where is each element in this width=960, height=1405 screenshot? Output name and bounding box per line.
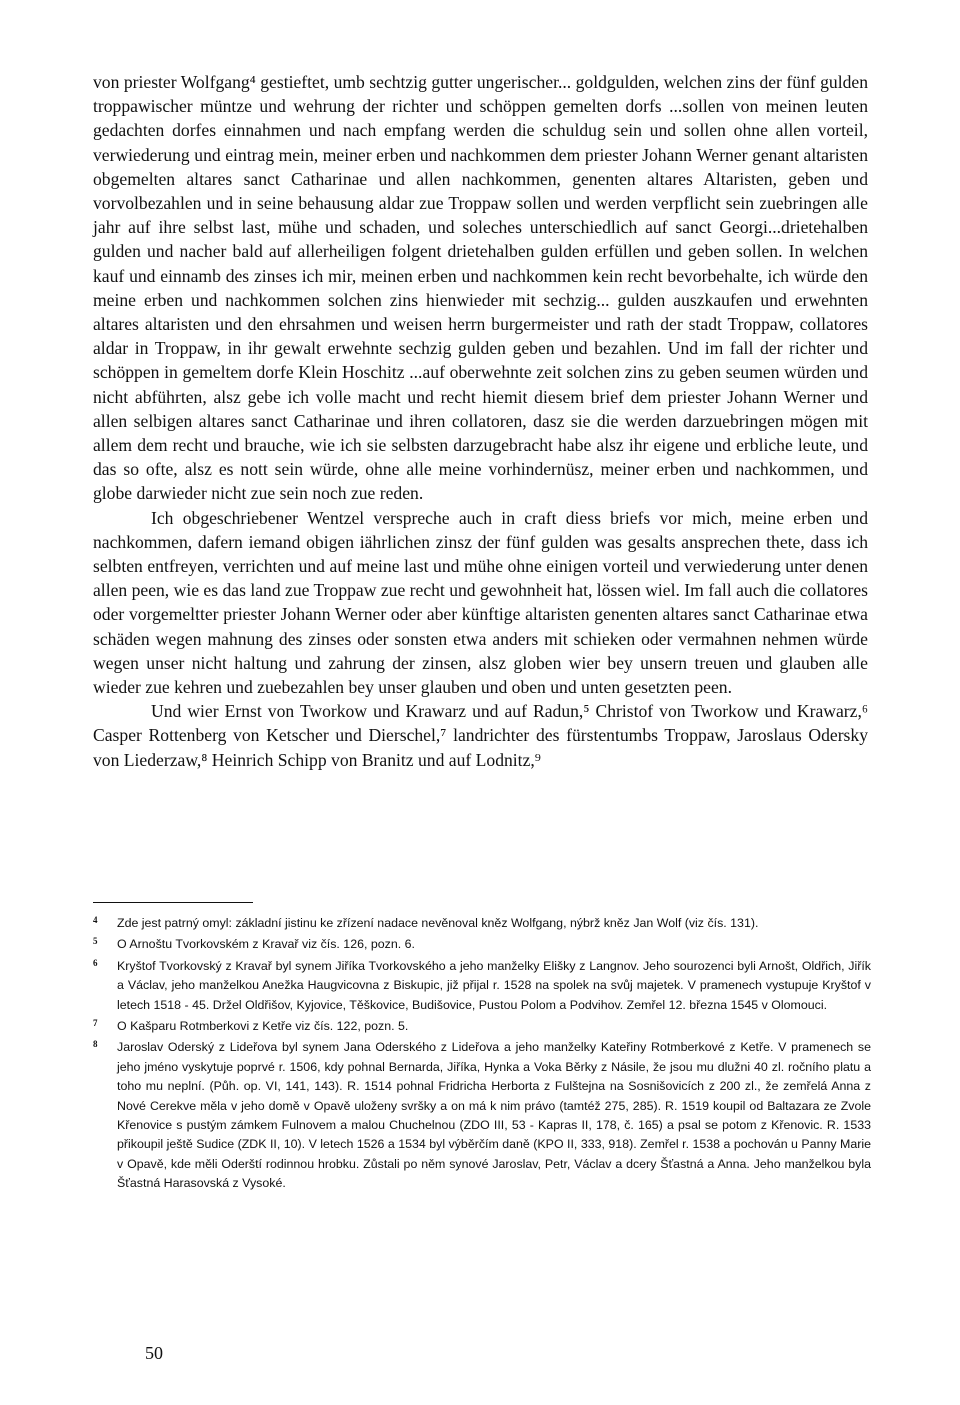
footnote-number: 5 bbox=[93, 936, 98, 947]
footnote-text: O Arnoštu Tvorkovském z Kravař viz čís. 126, pozn. 6. bbox=[117, 937, 415, 952]
footnote bbox=[93, 1038, 871, 1193]
footnote-number: 7 bbox=[93, 1018, 98, 1029]
paragraph-2: Ich obgeschriebener Wentzel verspreche auch in craft diess briefs vor mich, meine erben und nachkommen, dafern iemand obigen iährlichen zinsz der fünf gulden was gesalts ansprechen thete, dass ich selbten entfreyen, verrichten und auf meine last und mühe ohne einigen vorteil und verwiederung unter denen allen peen, wie es das land zue Troppaw zue recht und gewohnheit hat, lössen wiel. Im fall auch die collatores oder vorgemeltter priester Johann Werner oder aber künftige altaristen genenten altares sanct Catharinae etwa schäden wegen mahnung des zinses oder sonsten etwa anders mit schieken oder vermahnen nehmen würde wegen unser nicht haltung und zahrung der zinsen, alsz globen wier bey unsern treuen und glauben alle wieder zue kehren und zuebezahlen bey unser glauben und oben und unten gesetzten peen. bbox=[93, 507, 868, 698]
main-text bbox=[93, 70, 868, 772]
footnote-number: 8 bbox=[93, 1039, 98, 1050]
paragraph-3: Und wier Ernst von Tworkow und Krawarz und auf Radun,⁵ Christof von Tworkow und Krawarz,⁶ Casper Rottenberg von Ketscher und Dierschel,⁷ landrichter des fürstentumbs Troppaw, Jaroslaus Odersky von Liederzaw,⁸ Heinrich Schipp von Branitz und auf Lodnitz,⁹ bbox=[93, 701, 868, 770]
footnote bbox=[93, 914, 871, 933]
footnote-text: Kryštof Tvorkovský z Kravař byl synem Jiříka Tvorkovského a jeho manželky Elišky z Langnov. Jeho sourozenci byli Arnošt, Oldřich, Jiřík a Václav, jeho manželkou Anežka Haugvicovna z Biskupic, již přijal r. 1528 na spolek na svůj majetek. V pramenech vystupuje Kryštof v letech 1518 - 45. Držel Oldřišov, Kyjovice, Těškovice, Budišovice, Pustou Polom a Podvihov. Zemřel 12. března 1545 v Olomouci. bbox=[117, 958, 871, 1012]
footnote bbox=[93, 935, 871, 954]
paragraph-1: von priester Wolfgang⁴ gestieftet, umb sechtzig gutter ungerischer... goldgulden, welchen zins der fünf gulden troppawischer müntze und wehrung der richter und schöppen gemelten dorfs ...sollen von meinen leuten gedachten dorfes einnahmen und nach empfang werden die schuldug sein und sollen ohne allen vorteil, verwiederung und eintrag mein, meiner erben und nachkommen dem priester Johann Werner genant altaristen obgemelten altares sanct Catharinae und allen nachkommen, genenten altares Altaristen, geben und vorvolbezahlen und in seine behausung aldar zue Troppaw sollen und werden verpflicht sein zuebringen alle jahr auf ihre selbst last, mühe und schaden, und soleches unterschiedlich auf sanct Georgi...drietehalben gulden und nacher bald auf allerheiligen folgent drietehalben gulden erfüllen und geben sollen. In welchen kauf und einnamb des zinses ich mir, meinen erben und nachkommen kein recht bevorbehalte, ich würde den meine erben und nachkommen solchen zins hienwieder mit sechzig... gulden auszkaufen und erwehnten altares altaristen und den ehrsahmen und weisen herrn burgermeister und rath der stadt Troppaw, collatores aldar in Troppaw, in ihr gewalt erwehnte sechzig gulden geben und bezahlen. Und im fall der richter und schöppen in gemeltem dorfe Klein Hoschitz ...auf oberwehnte zeit solchen zins zu geben seumen würden und nicht abführten, alsz gebe ich volle macht und recht hiemit diesem brief dem priester Johann Werner und allen selbigen altares sanct Catharinae und ihren collatoren, dasz sie die werden darzuebringen mögen mit allem dem recht und brauche, wie ich sie selbsten darzugebracht habe alsz ihr eigene und erbliche leute, und das so ofte, alsz es nott sein würde, ohne alle meine vorhindernüsz, meiner erben und nachkommen, und globe darwieder nicht zue sein noch zue reden. bbox=[93, 72, 868, 504]
footnote bbox=[93, 957, 871, 1015]
page-number: 50 bbox=[145, 1343, 163, 1363]
footnote-text: Jaroslav Oderský z Lideřova byl synem Jana Oderského z Lideřova a jeho manželky Kateřiny Rotmberkové z Ketře. V pramenech se jeho jméno vyskytuje poprvé r. 1506, kdy pohnal Bernarda, Jiříka, Hynka a Voka Běrky z Násile, že jsou mu dlužni 40 zl. ročního platu a toho mu neplní. (Půh. op. VI, 141, 143). R. 1514 pohnal Fridricha Herborta z Fulštejna na Sosnišovicích z 200 zl., že zemřelá Anna z Nové Cerekve měla v jeho domě v Opavě uloženy svršky a on má k nim právo (tamtéž 275, 285). R. 1519 koupil od Baltazara ze Zvole Křenovice s pustým zámkem Fulnovem a malou Chuchelnou (ZDO III, 53 - Kapras II, 178, č. 165) a psal se potom z Křenovic. R. 1533 přikoupil ještě Sudice (ZDK II, 10). V letech 1526 a 1534 byl výběrčím daně (KPO II, 333, 918). Zemřel r. 1538 a pochován u Panny Marie v Opavě, kde měli Oderští rodinnou hrobku. Zůstali po něm synové Jaroslav, Petr, Václav a dcery Šťastná a Anna. Jeho manželkou byla Šťastná Harasovská z Vysoké. bbox=[117, 1040, 871, 1191]
footnote-separator bbox=[93, 902, 253, 903]
footnote-text: O Kašparu Rotmberkovi z Ketře viz čís. 122, pozn. 5. bbox=[117, 1019, 409, 1034]
footnote bbox=[93, 1017, 871, 1036]
footnote-text: Zde jest patrný omyl: základní jistinu ke zřízení nadace nevěnoval kněz Wolfgang, nýbrž kněz Jan Wolf (viz čís. 131). bbox=[117, 916, 759, 930]
footnote-number: 6 bbox=[93, 957, 98, 968]
footnotes bbox=[93, 914, 871, 1196]
footnote-number: 4 bbox=[93, 915, 98, 925]
